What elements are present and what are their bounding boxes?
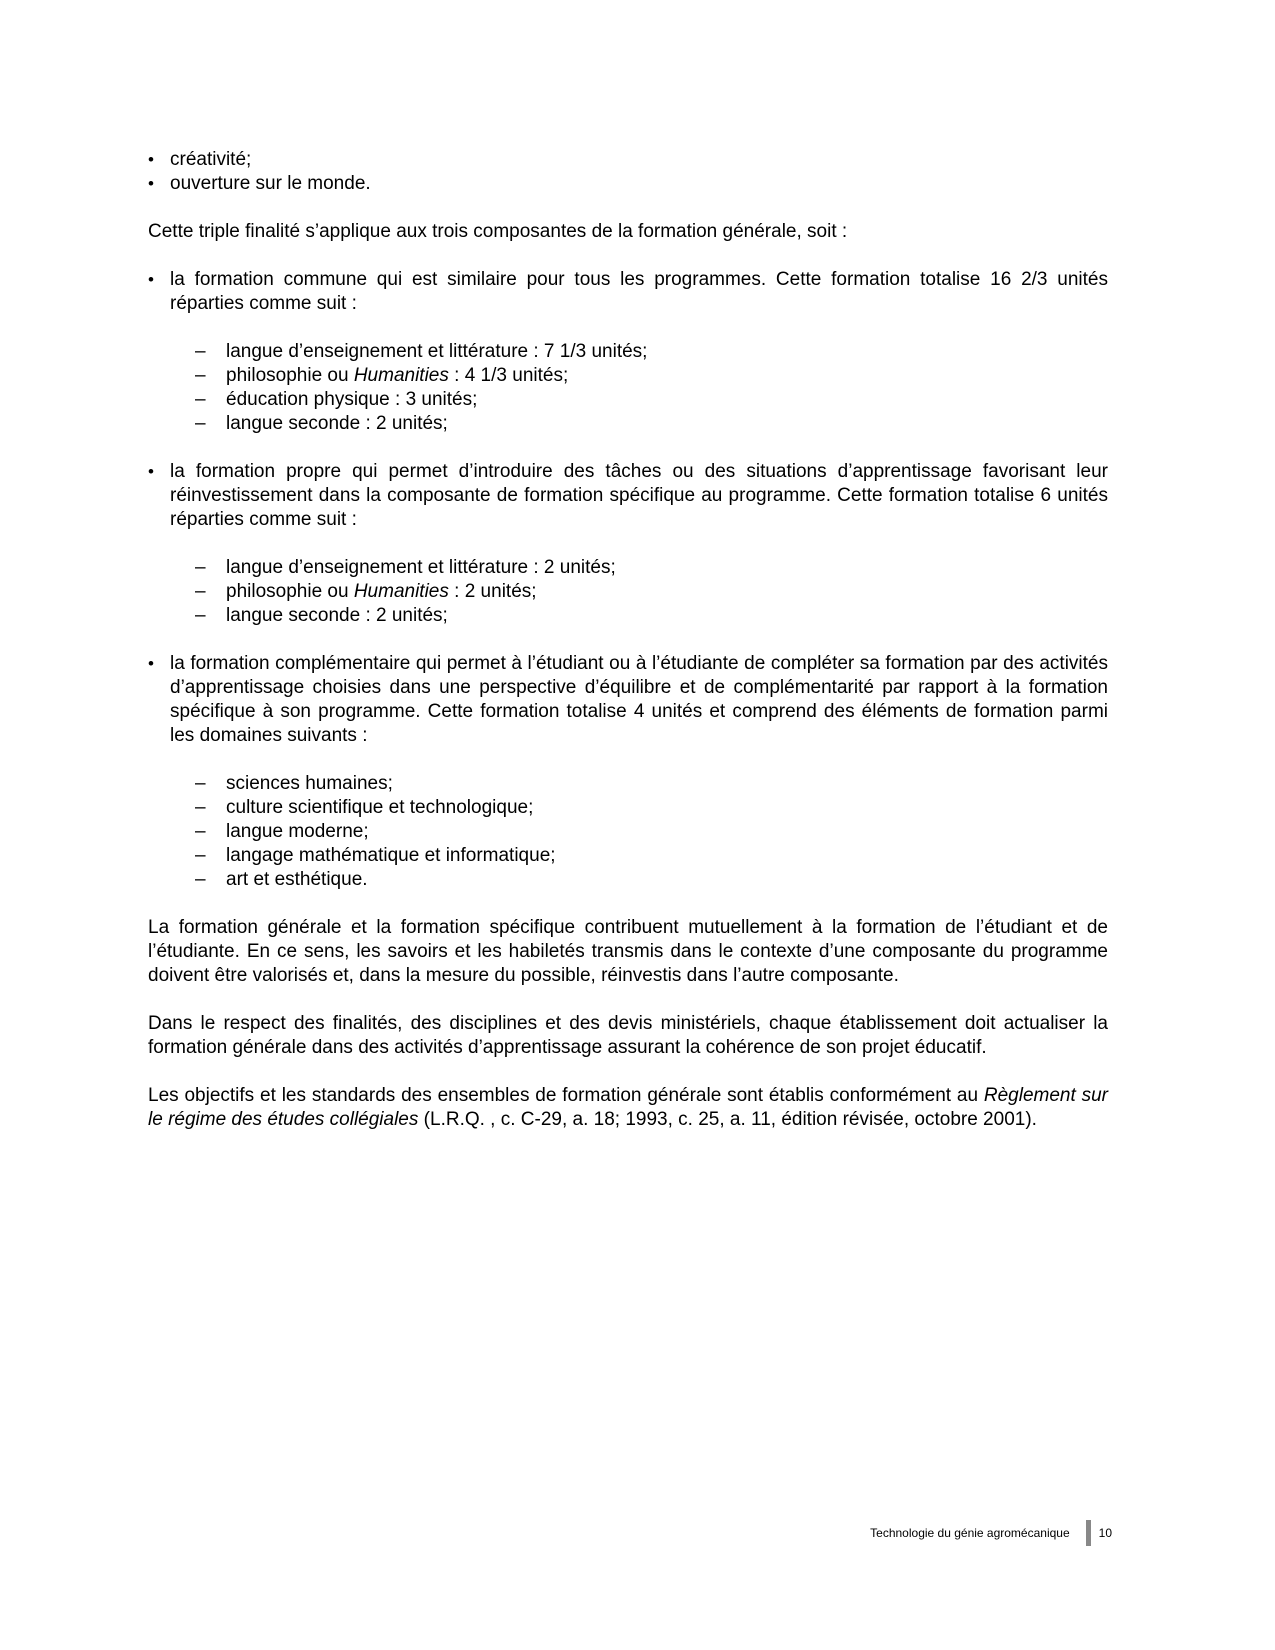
list-item: – langue moderne; [170, 820, 1108, 844]
list-item: – philosophie ou Humanities : 4 1/3 unités; [170, 364, 1108, 388]
final-paragraph: Les objectifs et les standards des ensembles de formation générale sont établis conformément au Règlement sur le régime des études collégiales (L.R.Q. , c. C-29, a. 18; 1993, c. 25, a. 11, édition révisée, octobre 2001). [148, 1085, 1108, 1130]
component-text: la formation propre qui permet d’introduire des tâches ou des situations d’apprentissage favorisant leur réinvestissement dans la composante de formation spécifique au programme. Cette formation totalise 6 unités réparties comme suit : [170, 461, 1108, 530]
list-item: – sciences humaines; [170, 772, 1108, 796]
list-item: – langue seconde : 2 unités; [170, 604, 1108, 628]
intro-bullet-list [148, 148, 1108, 196]
list-item: – éducation physique : 3 unités; [170, 388, 1108, 412]
paragraph: La formation générale et la formation spécifique contribuent mutuellement à la formation de l’étudiant et de l’étudiante. En ce sens, les savoirs et les habiletés transmis dans le contexte d’une composante du programme doivent être valorisés et, dans la mesure du possible, réinvestis dans l’autre composante. [148, 917, 1108, 986]
list-item: • créativité; [148, 148, 1108, 172]
component-formation-propre [148, 460, 1108, 652]
list-item: – philosophie ou Humanities : 2 unités; [170, 580, 1108, 604]
list-item: – culture scientifique et technologique; [170, 796, 1108, 820]
list-item: – art et esthétique. [170, 868, 1108, 892]
sub-list [170, 556, 1108, 628]
list-item: • ouverture sur le monde. [148, 172, 1108, 196]
component-formation-commune [148, 268, 1108, 460]
regulation-title: Règlement sur le régime des études collégiales [148, 1085, 1108, 1130]
list-item: – langage mathématique et informatique; [170, 844, 1108, 868]
paragraph: Dans le respect des finalités, des disciplines et des devis ministériels, chaque établissement doit actualiser la formation générale dans des activités d’apprentissage assurant la cohérence de son projet éducatif. [148, 1013, 1108, 1058]
list-item: – langue seconde : 2 unités; [170, 412, 1108, 436]
page-footer [870, 1520, 1112, 1546]
document-page [148, 148, 1108, 1132]
sub-list [170, 340, 1108, 436]
list-item: – langue d’enseignement et littérature : 7 1/3 unités; [170, 340, 1108, 364]
footer-divider [1086, 1520, 1091, 1546]
sub-list [170, 772, 1108, 892]
list-item: – langue d’enseignement et littérature : 2 unités; [170, 556, 1108, 580]
components-list [148, 268, 1108, 892]
page-number: 10 [1098, 1526, 1112, 1540]
footer-title: Technologie du génie agromécanique [870, 1526, 1070, 1540]
component-text: la formation complémentaire qui permet à l’étudiant ou à l’étudiante de compléter sa formation par des activités d’apprentissage choisies dans une perspective d’équilibre et de complémentarité par rapport à la formation spécifique à son programme. Cette formation totalise 4 unités et comprend des éléments de formation parmi les domaines suivants : [170, 653, 1108, 746]
component-text: la formation commune qui est similaire pour tous les programmes. Cette formation totalise 16 2/3 unités réparties comme suit : [170, 269, 1108, 314]
intro-sentence: Cette triple finalité s’applique aux trois composantes de la formation générale, soit : [148, 221, 848, 242]
component-formation-complementaire [148, 652, 1108, 892]
